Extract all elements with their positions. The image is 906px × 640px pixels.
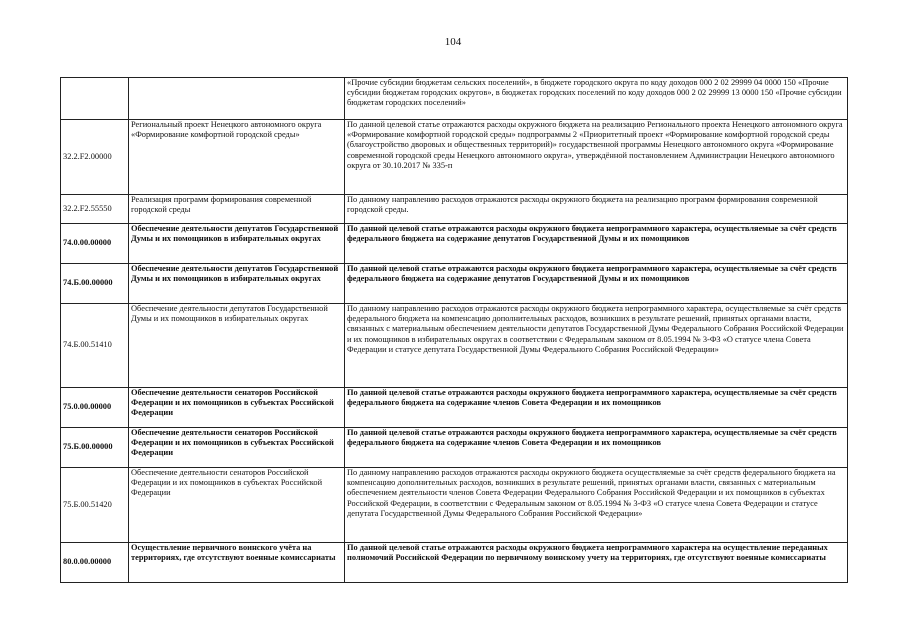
target-article-name: Обеспечение деятельности сенаторов Российской Федерации и их помощников в субъектах Российской Федерации [129,388,345,428]
target-article-name [129,78,345,120]
target-article-description: По данной целевой статье отражаются расходы окружного бюджета непрограммного характера, осуществляемые за счёт средств федерального бюджета на содержание членов Совета Федерации и их помощников [345,428,848,468]
target-article-description: По данной целевой статье отражаются расходы окружного бюджета непрограммного характера, осуществляемые за счёт средств федерального бюджета на содержание депутатов Государственной Думы и их помощников [345,264,848,304]
target-article-code [61,78,129,120]
target-article-description: По данному направлению расходов отражаются расходы окружного бюджета непрограммного характера, осуществляемые за счёт средств федерального бюджета на компенсацию дополнительных расходов, возникших в результате решений, принятых органами власти, связанных с материальным обеспечением деятельности депутатов Государственной Думы Федерального Собрания Российской Федерации и их помощников в избирательных округах в соответствии с Федеральным законом от 8.05.1994 № 3-ФЗ «О статусе члена Совета Федерации и статусе депутата Государственной Думы Федерального Собрания Российской Федерации» [345,304,848,388]
table-row [61,120,848,195]
target-article-code: 32.2.F2.00000 [61,120,129,195]
table-row [61,195,848,224]
page-number: 104 [444,36,462,48]
target-article-code: 75.0.00.00000 [61,388,129,428]
target-article-code: 74.0.00.00000 [61,224,129,264]
table-row [61,304,848,388]
target-article-code: 75.Б.00.51420 [61,468,129,543]
target-article-code: 32.2.F2.55550 [61,195,129,224]
table-row [61,468,848,543]
table-row [61,388,848,428]
target-article-description: По данному направлению расходов отражаются расходы окружного бюджета на реализацию программ формирования современной городской среды. [345,195,848,224]
table-row [61,428,848,468]
target-article-description: По данной целевой статье отражаются расходы окружного бюджета непрограммного характера, осуществляемые за счёт средств федерального бюджета на содержание членов Совета Федерации и их помощников [345,388,848,428]
target-article-code: 74.Б.00.51410 [61,304,129,388]
target-article-code: 74.Б.00.00000 [61,264,129,304]
target-article-description: По данной целевой статье отражаются расходы окружного бюджета на реализацию Регионального проекта Ненецкого автономного округа «Формирование комфортной городской среды» подпрограммы 2 «Приоритетный проект «Формирование комфортной городской среды (благоустройство дворовых и общественных территорий)» государственной программы Ненецкого автономного округа «Формирование современной городской среды Ненецкого автономного округа», утверждённой постановлением Администрации Ненецкого автономного округа от 30.10.2017 № 335-п [345,120,848,195]
target-article-description: По данной целевой статье отражаются расходы окружного бюджета непрограммного характера, осуществляемые за счёт средств федерального бюджета на содержание депутатов Государственной Думы и их помощников [345,224,848,264]
target-article-name: Обеспечение деятельности депутатов Государственной Думы и их помощников в избирательных округах [129,264,345,304]
table-row [61,224,848,264]
budget-classification-table [60,77,848,583]
target-article-code: 75.Б.00.00000 [61,428,129,468]
target-article-name: Реализация программ формирования современной городской среды [129,195,345,224]
target-article-description: По данному направлению расходов отражаются расходы окружного бюджета осуществляемые за счёт средств федерального бюджета на компенсацию дополнительных расходов, возникших в результате решений, принятых органами власти, связанных с материальным обеспечением деятельности членов Совета Федерации Федерального Собрания Российской Федерации и их помощников в субъектах Российской Федерации, в соответствии с Федеральным законом от 8.05.1994 № 3-ФЗ «О статусе члена Совета Федерации и статусе депутата Государственной Думы Федерального Собрания Российской Федерации» [345,468,848,543]
table-row [61,264,848,304]
target-article-code: 80.0.00.00000 [61,543,129,583]
target-article-description: По данной целевой статье отражаются расходы окружного бюджета непрограммного характера на осуществление переданных полномочий Российской Федерации по первичному воинскому учету на территориях, где отсутствуют военные комиссариаты [345,543,848,583]
target-article-name: Региональный проект Ненецкого автономного округа «Формирование комфортной городской среды» [129,120,345,195]
target-article-name: Обеспечение деятельности сенаторов Российской Федерации и их помощников в субъектах Российской Федерации [129,468,345,543]
table-row [61,78,848,120]
target-article-name: Обеспечение деятельности депутатов Государственной Думы и их помощников в избирательных округах [129,224,345,264]
table-row [61,543,848,583]
target-article-name: Осуществление первичного воинского учёта на территориях, где отсутствуют военные комиссариаты [129,543,345,583]
target-article-description: «Прочие субсидии бюджетам сельских поселений», в бюджете городского округа по коду доходов 000 2 02 29999 04 0000 150 «Прочие субсидии бюджетам городских округов», в бюджетах городских поселений по коду доходов 000 2 02 29999 13 0000 150 «Прочие субсидии бюджетам городских поселений» [345,78,848,120]
target-article-name: Обеспечение деятельности депутатов Государственной Думы и их помощников в избирательных округах [129,304,345,388]
target-article-name: Обеспечение деятельности сенаторов Российской Федерации и их помощников в субъектах Российской Федерации [129,428,345,468]
